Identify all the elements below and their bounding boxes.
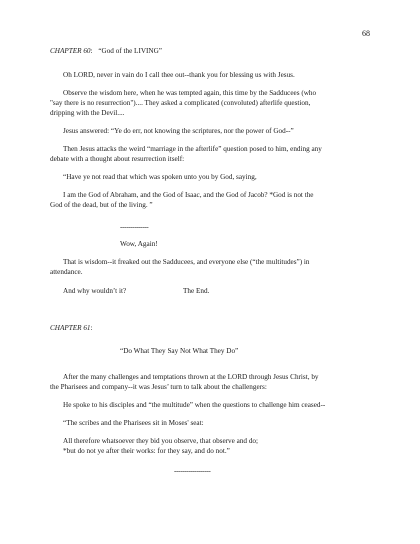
chapter-60-quote-2-line-2: God of the dead, but of the living. ” bbox=[50, 201, 153, 209]
chapter-61-paragraph-1-line-2: the Pharisees and company--it was Jesus’ turn to talk about the challengers: bbox=[50, 383, 267, 391]
chapter-61-label: CHAPTER 61 bbox=[50, 324, 91, 332]
chapter-60-label: CHAPTER 60 bbox=[50, 47, 91, 55]
chapter-60-separator: -------------- bbox=[120, 223, 149, 231]
chapter-60-paragraph-1: Oh LORD, never in vain do I call thee out--thank you for blessing us with Jesus. bbox=[63, 71, 295, 79]
chapter-60-quote-2-line-1: I am the God of Abraham, and the God of Isaac, and the God of Jacob? *God is not the bbox=[63, 191, 314, 199]
chapter-61-quote-2-line-1: All therefore whatsoever they bid you observe, that observe and do; bbox=[63, 437, 258, 445]
chapter-61-quote-1: “The scribes and the Pharisees sit in Moses' seat: bbox=[63, 419, 204, 427]
chapter-60-wow: Wow, Again! bbox=[120, 240, 158, 248]
chapter-61-title: “Do What They Say Not What They Do” bbox=[120, 347, 239, 355]
chapter-61-heading-colon: : bbox=[90, 324, 93, 332]
chapter-61-heading bbox=[50, 324, 380, 333]
chapter-60-paragraph-4-line-2: debate with a thought about resurrection itself: bbox=[50, 155, 185, 163]
chapter-60-title: “God of the LIVING” bbox=[98, 47, 162, 55]
chapter-61-paragraph-1-line-1: After the many challenges and temptations thrown at the LORD through Jesus Christ, by bbox=[63, 373, 319, 381]
chapter-60-paragraph-2-line-2: "say there is no resurrection").... They asked a complicated (convoluted) afterlife question, bbox=[50, 99, 311, 107]
chapter-60-paragraph-7-line-2: attendance. bbox=[50, 268, 83, 276]
chapter-60-heading bbox=[50, 47, 380, 56]
chapter-60-the-end: The End. bbox=[183, 287, 210, 295]
chapter-61-separator: ------------------ bbox=[174, 467, 211, 475]
chapter-60-quote-1: “Have ye not read that which was spoken unto you by God, saying, bbox=[63, 173, 257, 181]
chapter-61-paragraph-2: He spoke to his disciples and “the multitude” when the questions to challenge him ceased-- bbox=[63, 401, 326, 409]
chapter-60-paragraph-2-line-3: dripping with the Devil.... bbox=[50, 109, 125, 117]
chapter-60-closing-question: And why wouldn’t it? bbox=[63, 287, 127, 295]
chapter-61-quote-2-line-2: *but do not ye after their works: for they say, and do not.” bbox=[63, 447, 230, 455]
chapter-60-paragraph-4-line-1: Then Jesus attacks the weird “marriage in the afterlife” question posed to him, ending any bbox=[63, 145, 322, 153]
chapter-60-paragraph-2-line-1: Observe the wisdom here, when he was tempted again, this time by the Sadducees (who bbox=[63, 89, 317, 97]
page-number: 68 bbox=[362, 29, 370, 38]
chapter-60-heading-colon: : bbox=[90, 47, 93, 55]
chapter-60-paragraph-7-line-1: That is wisdom--it freaked out the Sadducees, and everyone else (“the multitudes”) in bbox=[63, 258, 310, 266]
chapter-60-paragraph-3: Jesus answered: “Ye do err, not knowing the scriptures, nor the power of God--” bbox=[63, 127, 294, 135]
